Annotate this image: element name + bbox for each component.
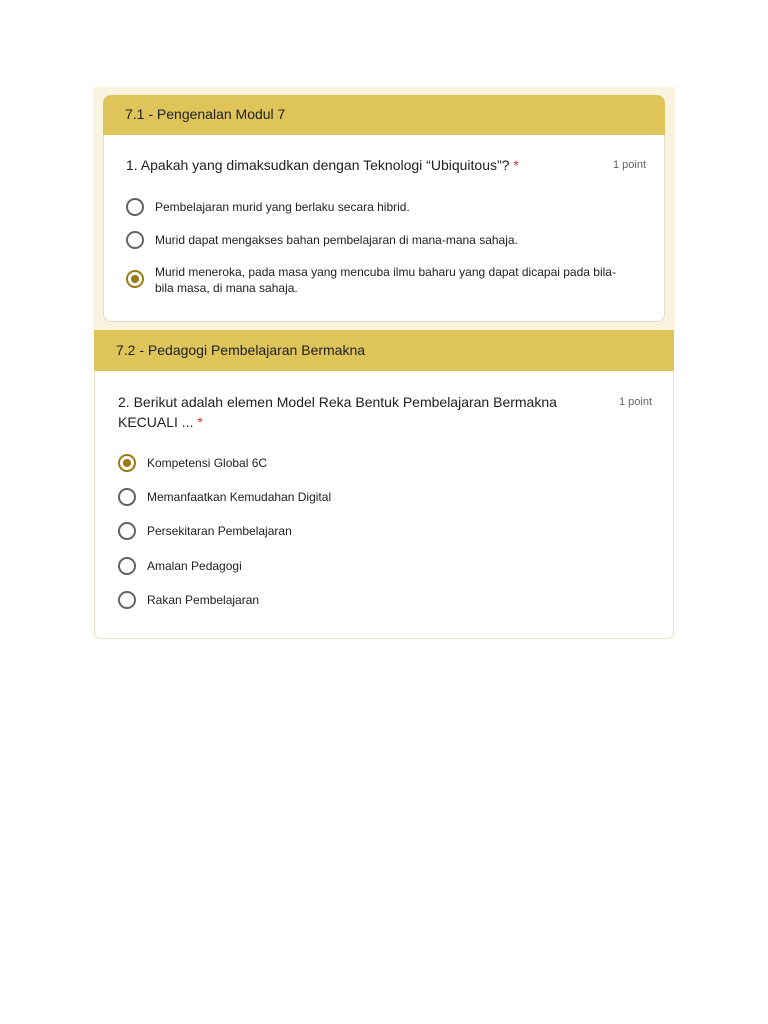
option-label [155,264,616,296]
question-1-card [103,135,665,322]
question-1-option-1[interactable] [126,199,410,216]
section-2-title: 7.2 - Pedagogi Pembelajaran Bermakna [116,342,366,358]
radio-button[interactable] [118,522,136,540]
question-1-label: 1. Apakah yang dimaksudkan dengan Teknologi “Ubiquitous”? [126,157,510,173]
option-label: Murid dapat mengakses bahan pembelajaran di mana-mana sahaja. [155,233,518,247]
question-2-option-2[interactable] [118,489,331,506]
question-2-line-2 [118,412,557,432]
option-label: Persekitaran Pembelajaran [147,524,292,538]
question-1-option-3[interactable] [126,264,616,296]
radio-button[interactable] [126,198,144,216]
question-2-option-5[interactable] [118,592,259,609]
option-label: Memanfaatkan Kemudahan Digital [147,490,332,504]
radio-button[interactable] [118,591,136,609]
required-mark: * [513,157,519,173]
screenshot-section-2 [94,330,674,639]
screenshot-section-1 [93,87,675,330]
radio-button[interactable] [126,231,144,249]
question-2-points: 1 point [619,396,653,408]
question-2-line-2-text: KECUALI ... [118,414,194,430]
option-label: Amalan Pedagogi [147,559,242,573]
question-2-text [118,392,557,432]
question-2-option-3[interactable] [118,523,292,540]
option-label: Rakan Pembelajaran [147,593,260,607]
question-2-option-1[interactable] [118,455,267,472]
option-label: Pembelajaran murid yang berlaku secara hibrid. [155,200,410,214]
question-2-option-4[interactable] [118,558,242,575]
question-1-text [126,155,519,175]
question-2-line-1: 2. Berikut adalah elemen Model Reka Bentuk Pembelajaran Bermakna [118,394,557,410]
radio-button[interactable] [118,488,136,506]
radio-button-selected[interactable] [118,454,136,472]
required-mark: * [197,414,203,430]
section-1-header [103,95,665,135]
section-2-header [94,330,674,371]
radio-button[interactable] [118,557,136,575]
question-1-option-2[interactable] [126,232,518,249]
question-1-points: 1 point [613,159,647,171]
option-label-line-2: bila masa, di mana sahaja. [155,281,298,295]
section-1-title: 7.1 - Pengenalan Modul 7 [125,106,286,122]
radio-button-selected[interactable] [126,270,144,288]
option-label: Kompetensi Global 6C [147,456,268,470]
option-label-line-1: Murid meneroka, pada masa yang mencuba ilmu baharu yang dapat dicapai pada bila- [155,265,616,279]
